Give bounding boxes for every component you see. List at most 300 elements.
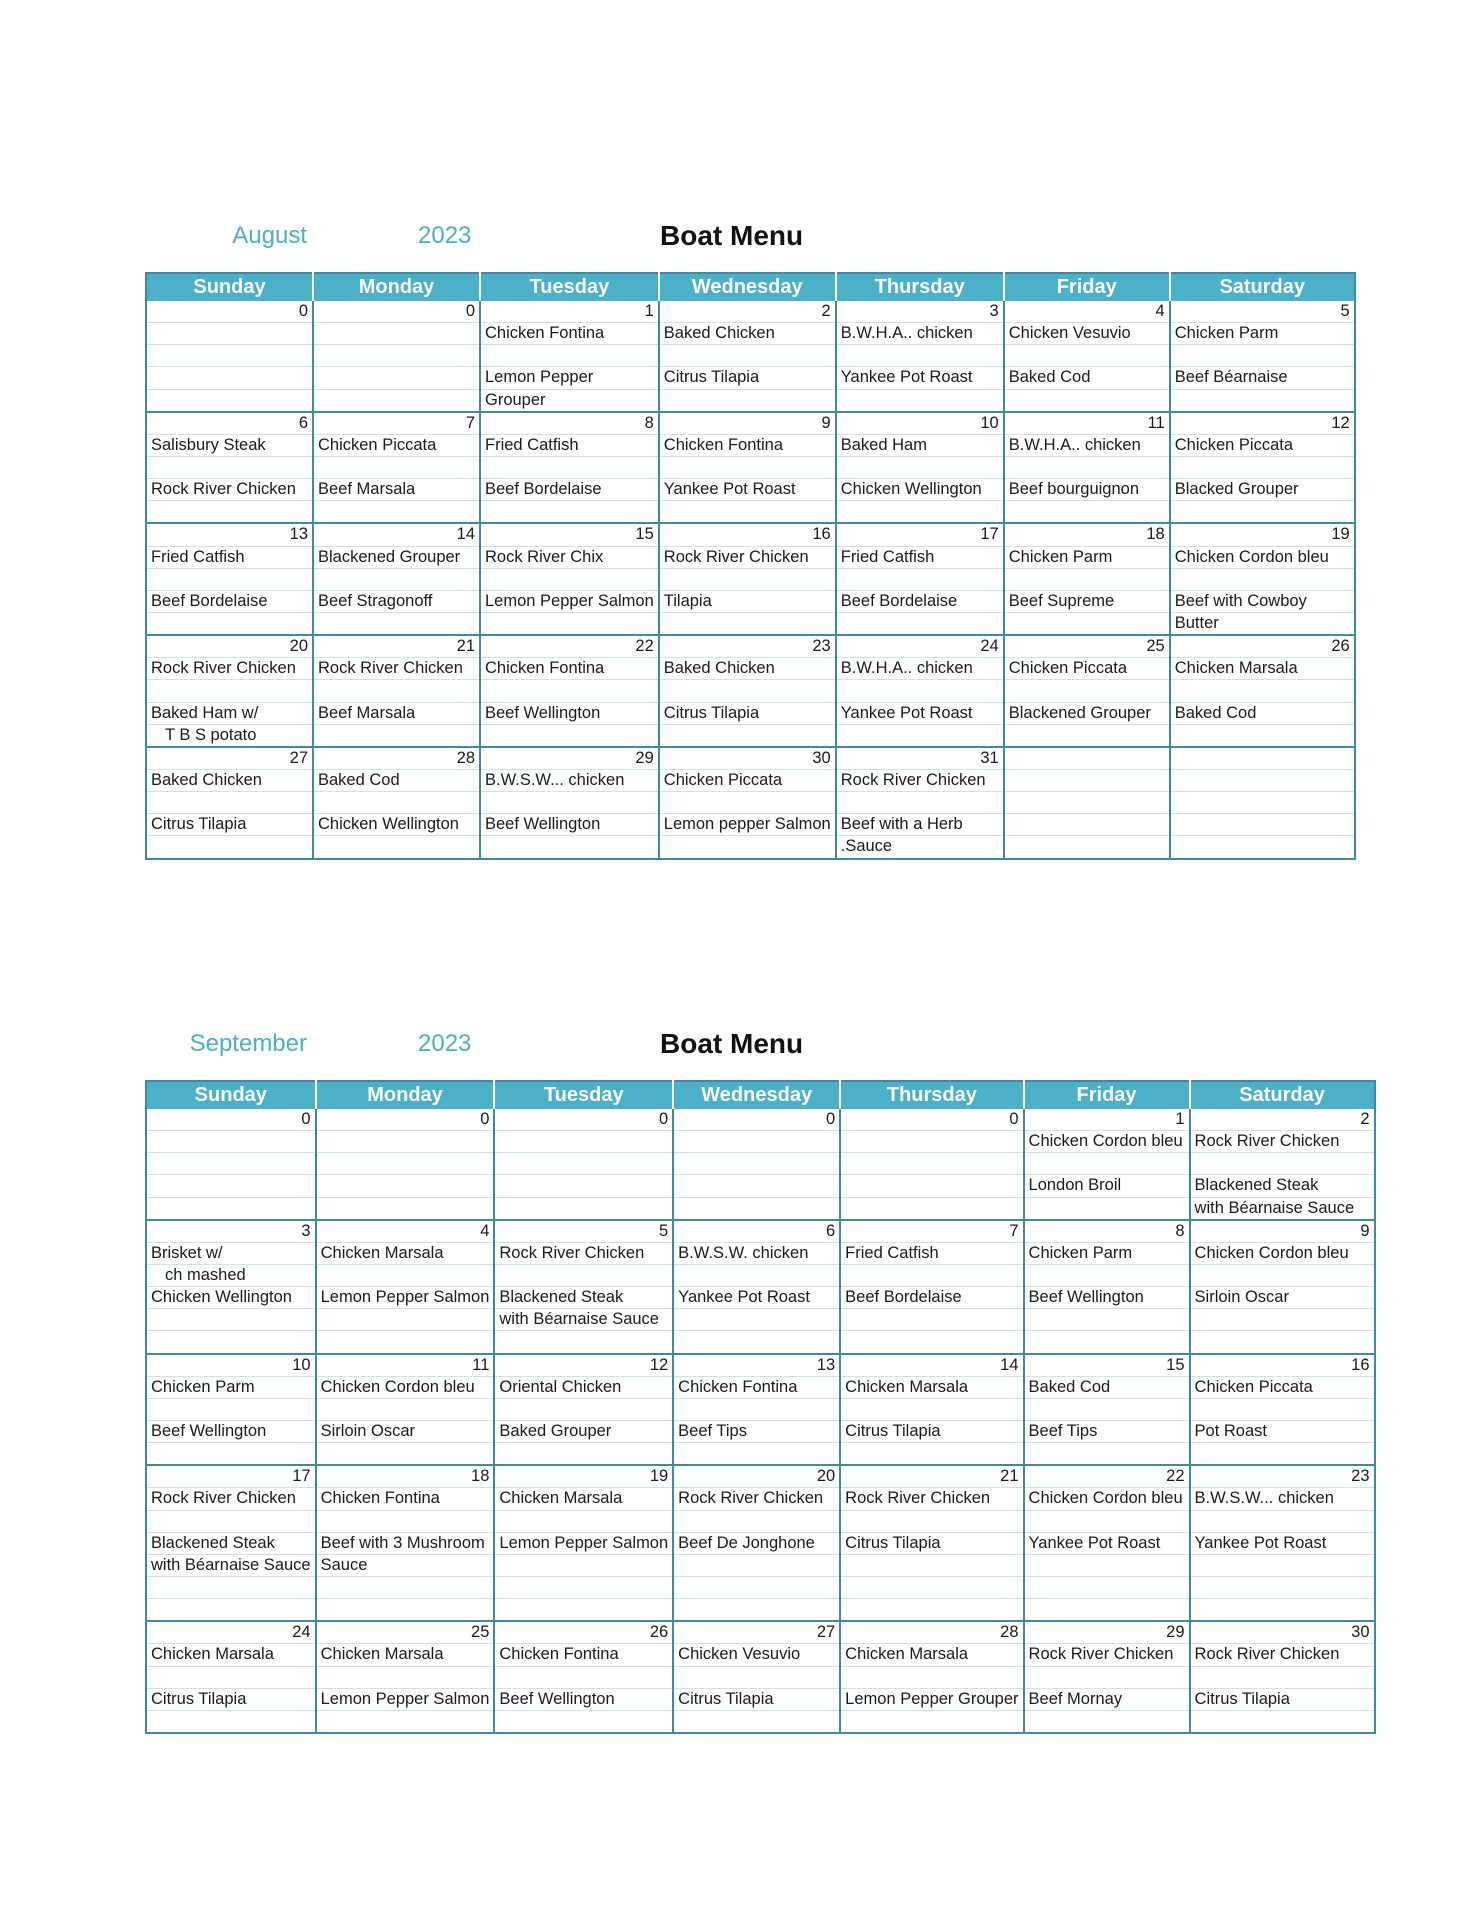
- menu-item: [840, 1576, 1023, 1598]
- menu-item: [316, 1264, 495, 1286]
- menu-item: [480, 568, 659, 590]
- day-number: 14: [313, 523, 480, 546]
- menu-item: [316, 1309, 495, 1331]
- day-number: 27: [673, 1621, 840, 1644]
- menu-item: [146, 1331, 316, 1354]
- day-number: 20: [146, 635, 313, 658]
- menu-item: Baked Cod: [1170, 702, 1355, 724]
- menu-item: [494, 1197, 673, 1220]
- day-number: 11: [1004, 412, 1170, 435]
- menu-item: [1170, 769, 1355, 791]
- menu-line-row: [146, 1376, 1375, 1398]
- menu-item: [840, 1398, 1023, 1420]
- week-date-row: [146, 523, 1355, 546]
- menu-item: [316, 1510, 495, 1532]
- menu-item: [1170, 814, 1355, 836]
- menu-item: Lemon Pepper Salmon: [316, 1287, 495, 1309]
- day-number: 17: [836, 523, 1004, 546]
- weekday-header-row: [146, 1081, 1375, 1109]
- day-number: 26: [494, 1621, 673, 1644]
- menu-item: Chicken Parm: [146, 1376, 316, 1398]
- menu-item: [146, 568, 313, 590]
- menu-item: [1024, 1197, 1190, 1220]
- menu-line-row: [146, 479, 1355, 501]
- weekday-header: Friday: [1004, 273, 1170, 301]
- day-number: 2: [1190, 1109, 1375, 1131]
- menu-item: [1190, 1443, 1375, 1466]
- day-number: 5: [1170, 301, 1355, 323]
- menu-line-row: [146, 1175, 1375, 1197]
- weekday-header-row: [146, 273, 1355, 301]
- menu-line-row: [146, 1420, 1375, 1442]
- weekday-header: Saturday: [1170, 273, 1355, 301]
- menu-item: [494, 1510, 673, 1532]
- menu-line-row: [146, 1153, 1375, 1175]
- menu-item: Sirloin Oscar: [316, 1420, 495, 1442]
- menu-item: [1170, 836, 1355, 859]
- menu-item: Chicken Piccata: [1190, 1376, 1375, 1398]
- menu-item: [313, 680, 480, 702]
- menu-item: [146, 1666, 316, 1688]
- menu-item: B.W.H.A.. chicken: [836, 658, 1004, 680]
- menu-item: [494, 1666, 673, 1688]
- day-number: 4: [316, 1220, 495, 1243]
- week-date-row: [146, 301, 1355, 323]
- menu-item: [494, 1554, 673, 1576]
- menu-item: [146, 501, 313, 524]
- menu-item: [659, 456, 836, 478]
- menu-item: [659, 724, 836, 747]
- menu-item: [659, 792, 836, 814]
- menu-item: Citrus Tilapia: [146, 1688, 316, 1710]
- menu-item: [840, 1309, 1023, 1331]
- menu-item: Beef bourguignon: [1004, 479, 1170, 501]
- menu-item: Beef Mornay: [1024, 1688, 1190, 1710]
- menu-item: [494, 1331, 673, 1354]
- menu-item: Sirloin Oscar: [1190, 1287, 1375, 1309]
- day-number: 6: [673, 1220, 840, 1243]
- menu-item: [1004, 456, 1170, 478]
- menu-item: Yankee Pot Roast: [673, 1287, 840, 1309]
- menu-item: [146, 389, 313, 412]
- menu-item: [659, 612, 836, 635]
- menu-item: [673, 1197, 840, 1220]
- menu-item: Rock River Chicken: [673, 1488, 840, 1510]
- menu-item: [313, 456, 480, 478]
- menu-item: T B S potato: [146, 724, 313, 747]
- menu-item: Sauce: [316, 1554, 495, 1576]
- menu-item: Blacked Grouper: [1170, 479, 1355, 501]
- menu-item: Chicken Fontina: [659, 434, 836, 456]
- menu-item: [673, 1443, 840, 1466]
- menu-item: [840, 1510, 1023, 1532]
- day-number: [1170, 747, 1355, 770]
- menu-item: Rock River Chix: [480, 546, 659, 568]
- week-date-row: [146, 412, 1355, 435]
- menu-item: Baked Ham: [836, 434, 1004, 456]
- menu-item: B.W.H.A.. chicken: [836, 323, 1004, 345]
- menu-item: [1170, 568, 1355, 590]
- menu-item: [1190, 1599, 1375, 1622]
- day-number: 30: [1190, 1621, 1375, 1644]
- menu-item: [1004, 345, 1170, 367]
- menu-item: Chicken Parm: [1024, 1242, 1190, 1264]
- menu-item: Rock River Chicken: [1190, 1644, 1375, 1666]
- menu-item: Yankee Pot Roast: [836, 367, 1004, 389]
- menu-item: [494, 1264, 673, 1286]
- menu-item: Grouper: [480, 389, 659, 412]
- menu-item: [836, 501, 1004, 524]
- menu-item: [313, 345, 480, 367]
- day-number: 22: [480, 635, 659, 658]
- menu-item: [313, 792, 480, 814]
- menu-item: ch mashed: [146, 1264, 316, 1286]
- menu-item: Rock River Chicken: [146, 479, 313, 501]
- month-label: August: [232, 222, 307, 249]
- menu-item: Rock River Chicken: [1024, 1644, 1190, 1666]
- menu-item: [313, 323, 480, 345]
- menu-item: [480, 501, 659, 524]
- menu-item: [480, 612, 659, 635]
- week-date-row: [146, 1465, 1375, 1488]
- menu-line-row: [146, 1599, 1375, 1622]
- menu-item: [146, 323, 313, 345]
- menu-item: Salisbury Steak: [146, 434, 313, 456]
- menu-item: [146, 1398, 316, 1420]
- menu-line-row: [146, 836, 1355, 859]
- menu-item: [1170, 389, 1355, 412]
- weekday-header: Friday: [1024, 1081, 1190, 1109]
- menu-item: Rock River Chicken: [659, 546, 836, 568]
- menu-item: [673, 1666, 840, 1688]
- menu-item: Lemon pepper Salmon: [659, 814, 836, 836]
- weekday-header: Monday: [313, 273, 480, 301]
- menu-item: [659, 568, 836, 590]
- menu-item: [494, 1599, 673, 1622]
- menu-item: [1004, 568, 1170, 590]
- menu-line-row: [146, 658, 1355, 680]
- menu-item: [1170, 724, 1355, 747]
- menu-item: [673, 1599, 840, 1622]
- menu-item: [313, 612, 480, 635]
- menu-item: [146, 1710, 316, 1733]
- menu-item: [1170, 345, 1355, 367]
- menu-item: [494, 1398, 673, 1420]
- menu-item: [313, 389, 480, 412]
- menu-item: Rock River Chicken: [313, 658, 480, 680]
- day-number: 24: [146, 1621, 316, 1644]
- menu-item: [480, 345, 659, 367]
- menu-item: Fried Catfish: [146, 546, 313, 568]
- menu-line-row: [146, 568, 1355, 590]
- menu-item: [480, 792, 659, 814]
- menu-item: [840, 1131, 1023, 1153]
- menu-item: Lemon Pepper Salmon: [494, 1532, 673, 1554]
- day-number: 16: [659, 523, 836, 546]
- day-number: 13: [673, 1354, 840, 1377]
- menu-item: [1190, 1264, 1375, 1286]
- day-number: 31: [836, 747, 1004, 770]
- menu-item: [1024, 1599, 1190, 1622]
- day-number: 28: [840, 1621, 1023, 1644]
- year-label: 2023: [418, 1030, 472, 1057]
- menu-item: [494, 1175, 673, 1197]
- menu-item: Fried Catfish: [480, 434, 659, 456]
- day-number: 14: [840, 1354, 1023, 1377]
- menu-item: Citrus Tilapia: [1190, 1688, 1375, 1710]
- menu-item: [659, 680, 836, 702]
- menu-item: [836, 389, 1004, 412]
- menu-item: [1004, 680, 1170, 702]
- menu-item: [1024, 1443, 1190, 1466]
- menu-item: Chicken Marsala: [1170, 658, 1355, 680]
- menu-item: [659, 836, 836, 859]
- menu-item: [494, 1131, 673, 1153]
- day-number: 16: [1190, 1354, 1375, 1377]
- menu-item: Baked Cod: [1024, 1376, 1190, 1398]
- day-number: 9: [659, 412, 836, 435]
- menu-item: Beef Wellington: [146, 1420, 316, 1442]
- menu-item: Yankee Pot Roast: [1024, 1532, 1190, 1554]
- menu-item: [1004, 612, 1170, 635]
- menu-item: [480, 456, 659, 478]
- menu-item: Beef Marsala: [313, 702, 480, 724]
- menu-item: [316, 1331, 495, 1354]
- menu-item: Baked Grouper: [494, 1420, 673, 1442]
- menu-item: [146, 1443, 316, 1466]
- menu-item: [146, 680, 313, 702]
- menu-item: Lemon Pepper Grouper: [840, 1688, 1023, 1710]
- day-number: 25: [316, 1621, 495, 1644]
- menu-item: Beef Wellington: [480, 814, 659, 836]
- menu-item: [146, 612, 313, 635]
- day-number: 1: [1024, 1109, 1190, 1131]
- menu-item: [836, 724, 1004, 747]
- calendar-grid: [145, 272, 1356, 860]
- menu-item: [480, 724, 659, 747]
- month-label: September: [189, 1030, 307, 1057]
- menu-item: Tilapia: [659, 590, 836, 612]
- menu-item: [146, 792, 313, 814]
- week-date-row: [146, 1354, 1375, 1377]
- menu-item: [1170, 501, 1355, 524]
- menu-line-row: [146, 1197, 1375, 1220]
- day-number: 0: [840, 1109, 1023, 1131]
- menu-item: Citrus Tilapia: [840, 1532, 1023, 1554]
- menu-item: [836, 456, 1004, 478]
- menu-item: [840, 1666, 1023, 1688]
- menu-item: [494, 1710, 673, 1733]
- menu-item: [316, 1153, 495, 1175]
- menu-item: Beef Bordelaise: [146, 590, 313, 612]
- day-number: 15: [480, 523, 659, 546]
- menu-item: [673, 1309, 840, 1331]
- menu-item: [673, 1131, 840, 1153]
- weekday-header: Wednesday: [673, 1081, 840, 1109]
- menu-item: [1190, 1153, 1375, 1175]
- day-number: 23: [659, 635, 836, 658]
- menu-item: Blackened Steak: [1190, 1175, 1375, 1197]
- menu-line-row: [146, 1264, 1375, 1286]
- menu-item: [146, 1197, 316, 1220]
- day-number: 30: [659, 747, 836, 770]
- menu-item: [1024, 1331, 1190, 1354]
- menu-line-row: [146, 501, 1355, 524]
- day-number: [1004, 747, 1170, 770]
- day-number: 25: [1004, 635, 1170, 658]
- menu-line-row: [146, 1510, 1375, 1532]
- menu-item: [1024, 1510, 1190, 1532]
- day-number: 19: [494, 1465, 673, 1488]
- menu-item: [146, 1599, 316, 1622]
- menu-line-row: [146, 345, 1355, 367]
- menu-item: [316, 1710, 495, 1733]
- menu-item: Chicken Marsala: [840, 1376, 1023, 1398]
- menu-item: Baked Chicken: [146, 769, 313, 791]
- day-number: 1: [480, 301, 659, 323]
- menu-item: [316, 1576, 495, 1598]
- menu-line-row: [146, 1576, 1375, 1598]
- menu-item: [673, 1264, 840, 1286]
- day-number: 26: [1170, 635, 1355, 658]
- day-number: 28: [313, 747, 480, 770]
- menu-item: [146, 1131, 316, 1153]
- menu-item: [1170, 680, 1355, 702]
- menu-item: [673, 1554, 840, 1576]
- menu-item: B.W.S.W. chicken: [673, 1242, 840, 1264]
- menu-item: [836, 568, 1004, 590]
- week-date-row: [146, 635, 1355, 658]
- weekday-header: Wednesday: [659, 273, 836, 301]
- menu-item: [146, 1175, 316, 1197]
- menu-line-row: [146, 612, 1355, 635]
- menu-item: Chicken Cordon bleu: [1190, 1242, 1375, 1264]
- menu-item: .Sauce: [836, 836, 1004, 859]
- menu-line-row: [146, 1443, 1375, 1466]
- day-number: 18: [1004, 523, 1170, 546]
- week-date-row: [146, 1109, 1375, 1131]
- menu-line-row: [146, 546, 1355, 568]
- day-number: 10: [836, 412, 1004, 435]
- menu-line-row: [146, 1688, 1375, 1710]
- menu-item: B.W.S.W... chicken: [1190, 1488, 1375, 1510]
- year-label: 2023: [418, 222, 472, 249]
- menu-line-row: [146, 456, 1355, 478]
- menu-line-row: [146, 323, 1355, 345]
- menu-item: [313, 836, 480, 859]
- menu-item: [146, 345, 313, 367]
- menu-line-row: [146, 769, 1355, 791]
- menu-item: [1190, 1554, 1375, 1576]
- menu-item: [836, 680, 1004, 702]
- menu-item: Citrus Tilapia: [146, 814, 313, 836]
- menu-item: [840, 1153, 1023, 1175]
- menu-item: Chicken Marsala: [494, 1488, 673, 1510]
- day-number: 10: [146, 1354, 316, 1377]
- menu-item: [1024, 1398, 1190, 1420]
- menu-item: Blackened Grouper: [313, 546, 480, 568]
- day-number: 0: [316, 1109, 495, 1131]
- menu-item: [1190, 1510, 1375, 1532]
- menu-line-row: [146, 1242, 1375, 1264]
- day-number: 12: [1170, 412, 1355, 435]
- menu-item: [1004, 501, 1170, 524]
- menu-item: Beef Bordelaise: [480, 479, 659, 501]
- menu-item: [673, 1710, 840, 1733]
- menu-line-row: [146, 1331, 1375, 1354]
- menu-item: [1024, 1576, 1190, 1598]
- weekday-header: Sunday: [146, 1081, 316, 1109]
- menu-item: Beef Bordelaise: [836, 590, 1004, 612]
- menu-line-row: [146, 367, 1355, 389]
- day-number: 20: [673, 1465, 840, 1488]
- menu-item: Chicken Cordon bleu: [1024, 1131, 1190, 1153]
- menu-item: Chicken Wellington: [836, 479, 1004, 501]
- day-number: 8: [1024, 1220, 1190, 1243]
- menu-item: [659, 389, 836, 412]
- menu-item: Chicken Cordon bleu: [316, 1376, 495, 1398]
- day-number: 5: [494, 1220, 673, 1243]
- menu-item: [1004, 389, 1170, 412]
- menu-item: Beef with Cowboy: [1170, 590, 1355, 612]
- menu-item: Baked Chicken: [659, 323, 836, 345]
- menu-item: Chicken Vesuvio: [1004, 323, 1170, 345]
- day-number: 22: [1024, 1465, 1190, 1488]
- menu-item: Baked Chicken: [659, 658, 836, 680]
- menu-item: [1190, 1576, 1375, 1598]
- menu-item: Rock River Chicken: [840, 1488, 1023, 1510]
- menu-item: [1004, 836, 1170, 859]
- menu-item: [316, 1131, 495, 1153]
- menu-item: [659, 501, 836, 524]
- menu-item: [146, 367, 313, 389]
- menu-item: B.W.H.A.. chicken: [1004, 434, 1170, 456]
- day-number: 7: [840, 1220, 1023, 1243]
- menu-item: [494, 1576, 673, 1598]
- menu-line-row: [146, 1554, 1375, 1576]
- menu-line-row: [146, 1666, 1375, 1688]
- weekday-header: Sunday: [146, 273, 313, 301]
- menu-item: [836, 612, 1004, 635]
- day-number: 27: [146, 747, 313, 770]
- weekday-header: Thursday: [836, 273, 1004, 301]
- menu-item: [673, 1398, 840, 1420]
- menu-item: [146, 1510, 316, 1532]
- menu-line-row: [146, 792, 1355, 814]
- menu-item: Chicken Fontina: [673, 1376, 840, 1398]
- menu-item: Lemon Pepper: [480, 367, 659, 389]
- menu-item: [1190, 1331, 1375, 1354]
- menu-item: Chicken Cordon bleu: [1170, 546, 1355, 568]
- menu-item: [840, 1197, 1023, 1220]
- menu-item: [1004, 792, 1170, 814]
- menu-item: [146, 1576, 316, 1598]
- day-number: 6: [146, 412, 313, 435]
- menu-item: Chicken Vesuvio: [673, 1644, 840, 1666]
- day-number: 0: [146, 301, 313, 323]
- week-date-row: [146, 747, 1355, 770]
- day-number: 11: [316, 1354, 495, 1377]
- menu-item: Pot Roast: [1190, 1420, 1375, 1442]
- menu-item: Chicken Fontina: [480, 323, 659, 345]
- menu-item: Beef De Jonghone: [673, 1532, 840, 1554]
- menu-item: [836, 792, 1004, 814]
- page-title: Boat Menu: [660, 220, 804, 251]
- menu-line-row: [146, 1131, 1375, 1153]
- menu-item: Beef Tips: [673, 1420, 840, 1442]
- menu-item: Beef Tips: [1024, 1420, 1190, 1442]
- menu-item: [673, 1175, 840, 1197]
